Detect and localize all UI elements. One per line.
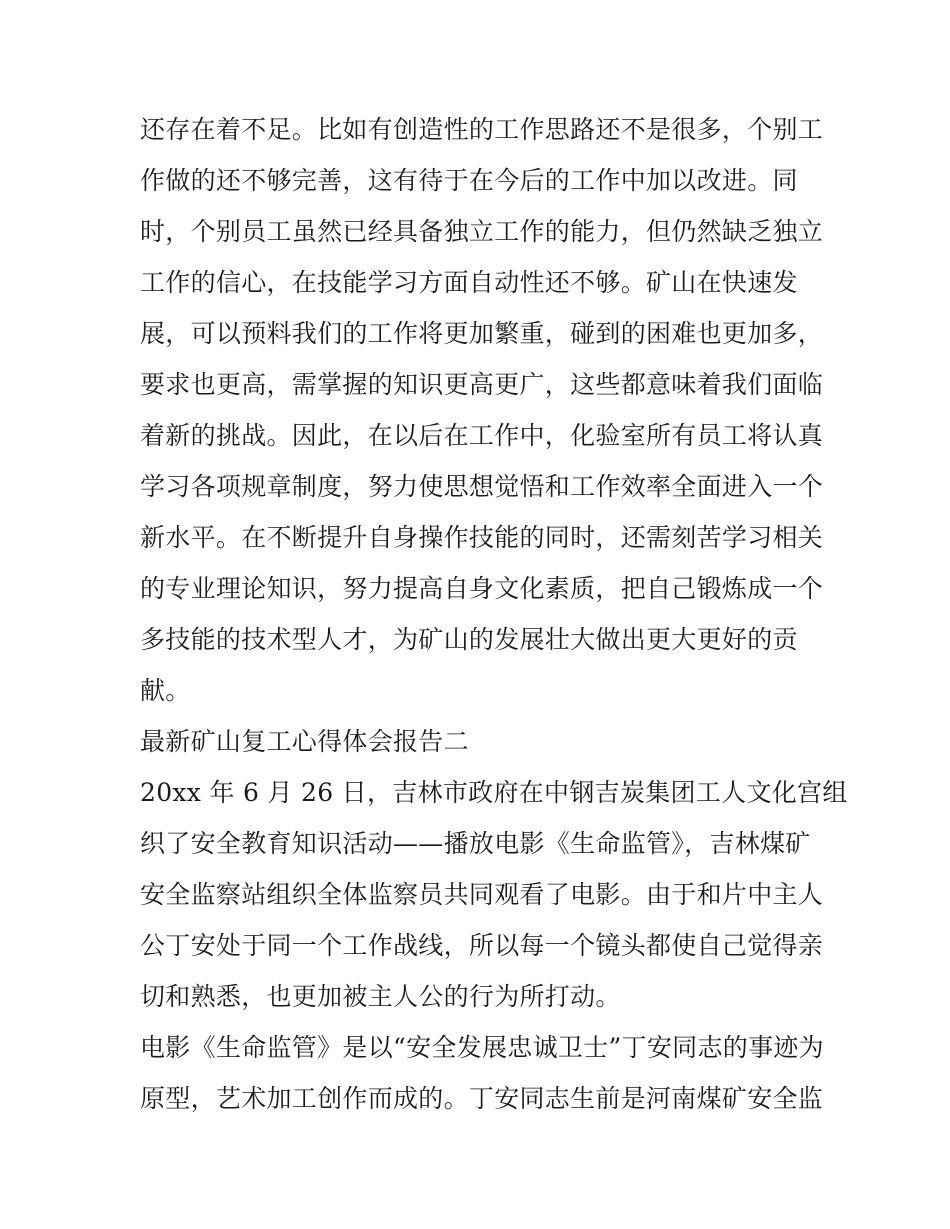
document-body xyxy=(140,104,848,1124)
text-line: 着新的挑战。因此，在以后在工作中，化验室所有员工将认真 xyxy=(140,421,824,450)
text-line: 的专业理论知识，努力提高自身文化素质，把自己锻炼成一个 xyxy=(140,574,824,603)
text-line: 作做的还不够完善，这有待于在今后的工作中加以改进。同 xyxy=(140,166,798,195)
text-line: 展，可以预料我们的工作将更加繁重，碰到的困难也更加多， xyxy=(140,319,824,348)
text-line: 公丁安处于同一个工作战线，所以每一个镜头都使自己觉得亲 xyxy=(140,931,824,960)
section-heading: 最新矿山复工心得体会报告二 xyxy=(140,727,469,756)
text-line: 献。 xyxy=(140,676,191,705)
text-line: 还存在着不足。比如有创造性的工作思路还不是很多，个别工 xyxy=(140,115,824,144)
text-line: 原型，艺术加工创作而成的。丁安同志生前是河南煤矿安全监 xyxy=(140,1084,824,1113)
text-line: 织了安全教育知识活动——播放电影《生命监管》，吉林煤矿 xyxy=(140,829,811,858)
text-line: 多技能的技术型人才，为矿山的发展壮大做出更大更好的贡 xyxy=(140,625,798,654)
text-line: 新水平。在不断提升自身操作技能的同时，还需刻苦学习相关 xyxy=(140,523,824,552)
text-line: 要求也更高，需掌握的知识更高更广，这些都意味着我们面临 xyxy=(140,370,824,399)
text-line: 20xx 年 6 月 26 日，吉林市政府在中钢吉炭集团工人文化宫组 xyxy=(140,778,848,807)
text-line: 时，个别员工虽然已经具备独立工作的能力，但仍然缺乏独立 xyxy=(140,217,824,246)
text-line: 切和熟悉，也更加被主人公的行为所打动。 xyxy=(140,982,621,1011)
text-line: 工作的信心，在技能学习方面自动性还不够。矿山在快速发 xyxy=(140,268,798,297)
text-line: 学习各项规章制度，努力使思想觉悟和工作效率全面进入一个 xyxy=(140,472,824,501)
text-line: 安全监察站组织全体监察员共同观看了电影。由于和片中主人 xyxy=(140,880,824,909)
text-line: 电影《生命监管》是以“安全发展忠诚卫士”丁安同志的事迹为 xyxy=(140,1033,824,1062)
